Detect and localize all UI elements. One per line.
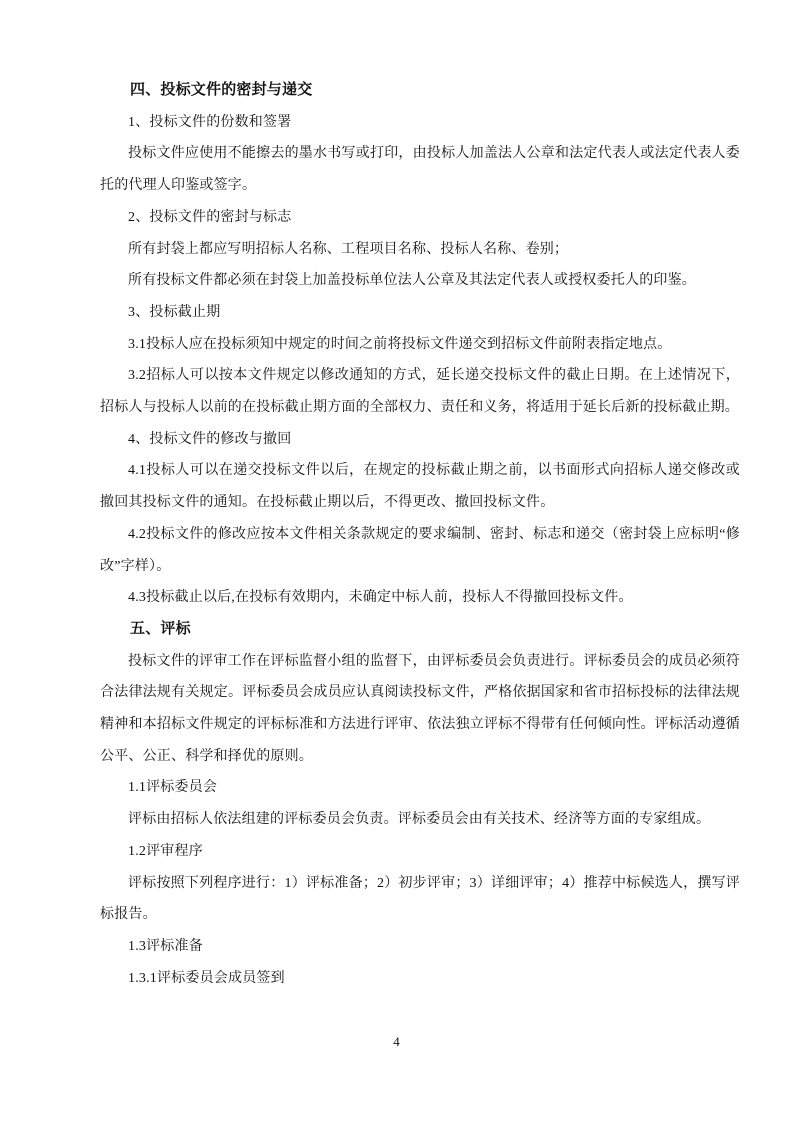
page-number: 4: [393, 1034, 400, 1049]
paragraph: 投标文件的评审工作在评标监督小组的监督下，由评标委员会负责进行。评标委员会的成员必须符合法律法规有关规定。评标委员会成员应认真阅读投标文件，严格依据国家和省市招标投标的法律法规精神和本招标文件规定的评标标准和方法进行评审、依法独立评标不得带有任何倾向性。评标活动遵循公平、公正、科学和择优的原则。: [100, 653, 740, 764]
paragraph: 评标由招标人依法组建的评标委员会负责。评标委员会由有关技术、经济等方面的专家组成。: [128, 812, 711, 828]
paragraph: 1.3评标准备: [128, 938, 203, 954]
section-heading: 五、评标: [130, 620, 191, 637]
paragraph: 评标按照下列程序进行：1）评标准备；2）初步评审；3）详细评审；4）推荐中标候选人，撰写评标报告。: [100, 875, 740, 923]
paragraph: 1、投标文件的份数和签署: [128, 114, 292, 130]
section-heading: 四、投标文件的密封与递交: [130, 82, 313, 98]
paragraph: 4.1投标人可以在递交投标文件以后，在规定的投标截止期之前，以书面形式向招标人递交修改或撤回其投标文件的通知。在投标截止期以后，不得更改、撤回投标文件。: [100, 463, 740, 511]
paragraph: 3.1投标人应在投标须知中规定的时间之前将投标文件递交到招标文件前附表指定地点。: [128, 336, 672, 352]
paragraph: 4.3投标截止以后,在投标有效期内，未确定中标人前，投标人不得撤回投标文件。: [128, 590, 633, 606]
paragraph: 4.2投标文件的修改应按本文件相关条款规定的要求编制、密封、标志和递交（密封袋上应标明“修改”字样）。: [100, 526, 740, 574]
paragraph: 所有封袋上都应写明招标人名称、工程项目名称、投标人名称、卷别；: [128, 241, 569, 257]
paragraph: 投标文件应使用不能擦去的墨水书写或打印，由投标人加盖法人公章和法定代表人或法定代表人委托的代理人印鉴或签字。: [100, 146, 740, 194]
document-body: [100, 75, 740, 994]
paragraph: 3.2招标人可以按本文件规定以修改通知的方式，延长递交投标文件的截止日期。在上述情况下，招标人与投标人以前的在投标截止期方面的全部权力、责任和义务，将适用于延长后新的投标截止期。: [100, 368, 740, 416]
paragraph: 2、投标文件的密封与标志: [128, 209, 292, 225]
paragraph: 1.1评标委员会: [128, 780, 218, 796]
paragraph: 3、投标截止期: [128, 304, 221, 320]
paragraph: 1.2评审程序: [128, 843, 203, 859]
paragraph: 所有投标文件都必须在封袋上加盖投标单位法人公章及其法定代表人或授权委托人的印鉴。: [128, 273, 696, 289]
paragraph: 1.3.1评标委员会成员签到: [128, 970, 285, 986]
paragraph: 4、投标文件的修改与撤回: [128, 431, 292, 447]
